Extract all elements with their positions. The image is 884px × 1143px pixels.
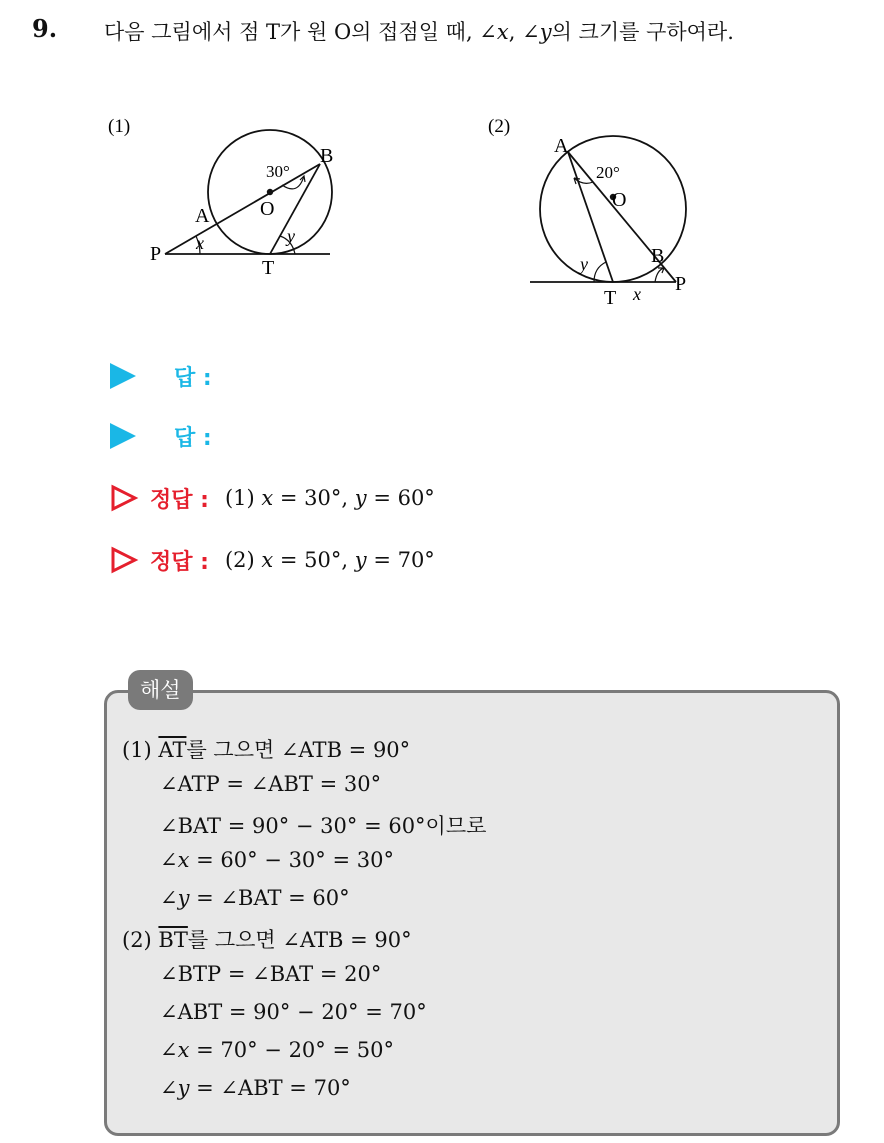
solution-1-line-5 (160, 886, 350, 910)
solution-2-line-5-rest: = ∠ABT = 70° (189, 1076, 351, 1100)
answer-blank-label: 답 : (174, 365, 212, 391)
figure-1-label: (1) (108, 116, 131, 137)
answer-1-x-var: x (261, 486, 274, 510)
outline-triangle-icon (110, 484, 138, 512)
figure-1-var-x: x (196, 233, 204, 253)
solution-2-line-4-pre: ∠ (160, 1038, 178, 1062)
figure-1-angle-label: 30° (266, 162, 290, 181)
solution-1-line-1-rest: 를 그으면 ∠ATB = 90° (186, 738, 411, 762)
solution-1-line-4 (160, 848, 394, 872)
figure-2-point-A: A (554, 135, 569, 157)
answer-blank-2 (110, 418, 212, 454)
solution-2-line-1-rest: 를 그으면 ∠ATB = 90° (187, 928, 412, 952)
solution-2-segment: $\overline{BT}$ (158, 928, 188, 952)
correct-answer-label: 정답 : (150, 487, 209, 513)
figure-2-point-T: T (604, 287, 617, 309)
solution-1-line-2: ∠ATP = ∠ABT = 30° (160, 772, 382, 796)
solution-2-line-2: ∠BTP = ∠BAT = 20° (160, 962, 382, 986)
play-triangle-icon (110, 423, 136, 449)
figure-1-var-y: y (287, 226, 295, 246)
solution-2-line-5-pre: ∠ (160, 1076, 178, 1100)
answer-blank-1 (110, 358, 212, 394)
solution-1-line-4-pre: ∠ (160, 848, 178, 872)
answer-2-x-eq: = 50°, (273, 548, 355, 572)
figure-2-var-y: y (580, 254, 588, 274)
figure-1-point-O: O (260, 198, 275, 220)
solution-2-line-5 (160, 1076, 351, 1100)
question-var-x: x (496, 20, 509, 44)
figure-2-point-P: P (675, 273, 687, 295)
correct-answer-2 (110, 542, 435, 578)
play-triangle-icon (110, 363, 136, 389)
figure-1-point-T: T (262, 257, 275, 279)
question-text-post: 의 크기를 구하여라. (551, 20, 734, 44)
figure-2 (0, 0, 884, 330)
answer-1-y-var: y (354, 486, 367, 510)
answer-2-y-eq: = 70° (366, 548, 435, 572)
solution-1-line-5-var: y (177, 886, 190, 910)
figure-2-label: (2) (488, 116, 511, 137)
solution-tag: 해설 (128, 670, 193, 710)
solution-1-line-4-var: x (177, 848, 190, 872)
figure-1-point-A: A (195, 205, 210, 227)
question-text-mid: , ∠ (508, 20, 540, 44)
solution-2-line-5-var: y (177, 1076, 190, 1100)
correct-answer-2-value (225, 548, 435, 572)
question-text-pre: 다음 그림에서 점 T가 원 O의 접점일 때, ∠ (104, 20, 497, 44)
answer-1-prefix: (1) (224, 486, 262, 510)
solution-2-line-4-var: x (177, 1038, 190, 1062)
solution-1-line-4-rest: = 60° − 30° = 30° (189, 848, 394, 872)
figure-2-angle-label: 20° (596, 163, 620, 182)
correct-answer-1 (110, 480, 435, 516)
figure-1-point-P: P (150, 243, 162, 265)
answer-1-x-eq: = 30°, (273, 486, 355, 510)
solution-2-prefix: (2) (122, 928, 159, 952)
figure-1-point-B: B (320, 145, 334, 167)
figure-2-point-O: O (612, 189, 627, 211)
question-var-y: y (539, 20, 552, 44)
answer-2-y-var: y (354, 548, 367, 572)
solution-2-line-4-rest: = 70° − 20° = 50° (189, 1038, 394, 1062)
solution-1-segment: $\overline{AT}$ (158, 738, 187, 762)
question-number: 9. (32, 14, 58, 43)
solution-2-line-3: ∠ABT = 90° − 20° = 70° (160, 1000, 427, 1024)
correct-answer-1-value (225, 486, 435, 510)
figure-2-var-x: x (633, 284, 641, 304)
solution-1-line-3: ∠BAT = 90° − 30° = 60°이므로 (160, 814, 487, 838)
answer-2-prefix: (2) (224, 548, 262, 572)
solution-2-line-1 (122, 924, 412, 954)
outline-triangle-icon (110, 546, 138, 574)
solution-1-line-1 (122, 734, 410, 764)
solution-1-prefix: (1) (122, 738, 159, 762)
correct-answer-label: 정답 : (150, 549, 209, 575)
solution-2-line-4 (160, 1038, 394, 1062)
answer-1-y-eq: = 60° (366, 486, 435, 510)
figure-2-point-B: B (651, 245, 665, 267)
solution-1-line-5-rest: = ∠BAT = 60° (189, 886, 350, 910)
figure-2-arc-y (594, 262, 606, 282)
solution-1-line-5-pre: ∠ (160, 886, 178, 910)
answer-2-x-var: x (261, 548, 274, 572)
answer-blank-label: 답 : (174, 425, 212, 451)
